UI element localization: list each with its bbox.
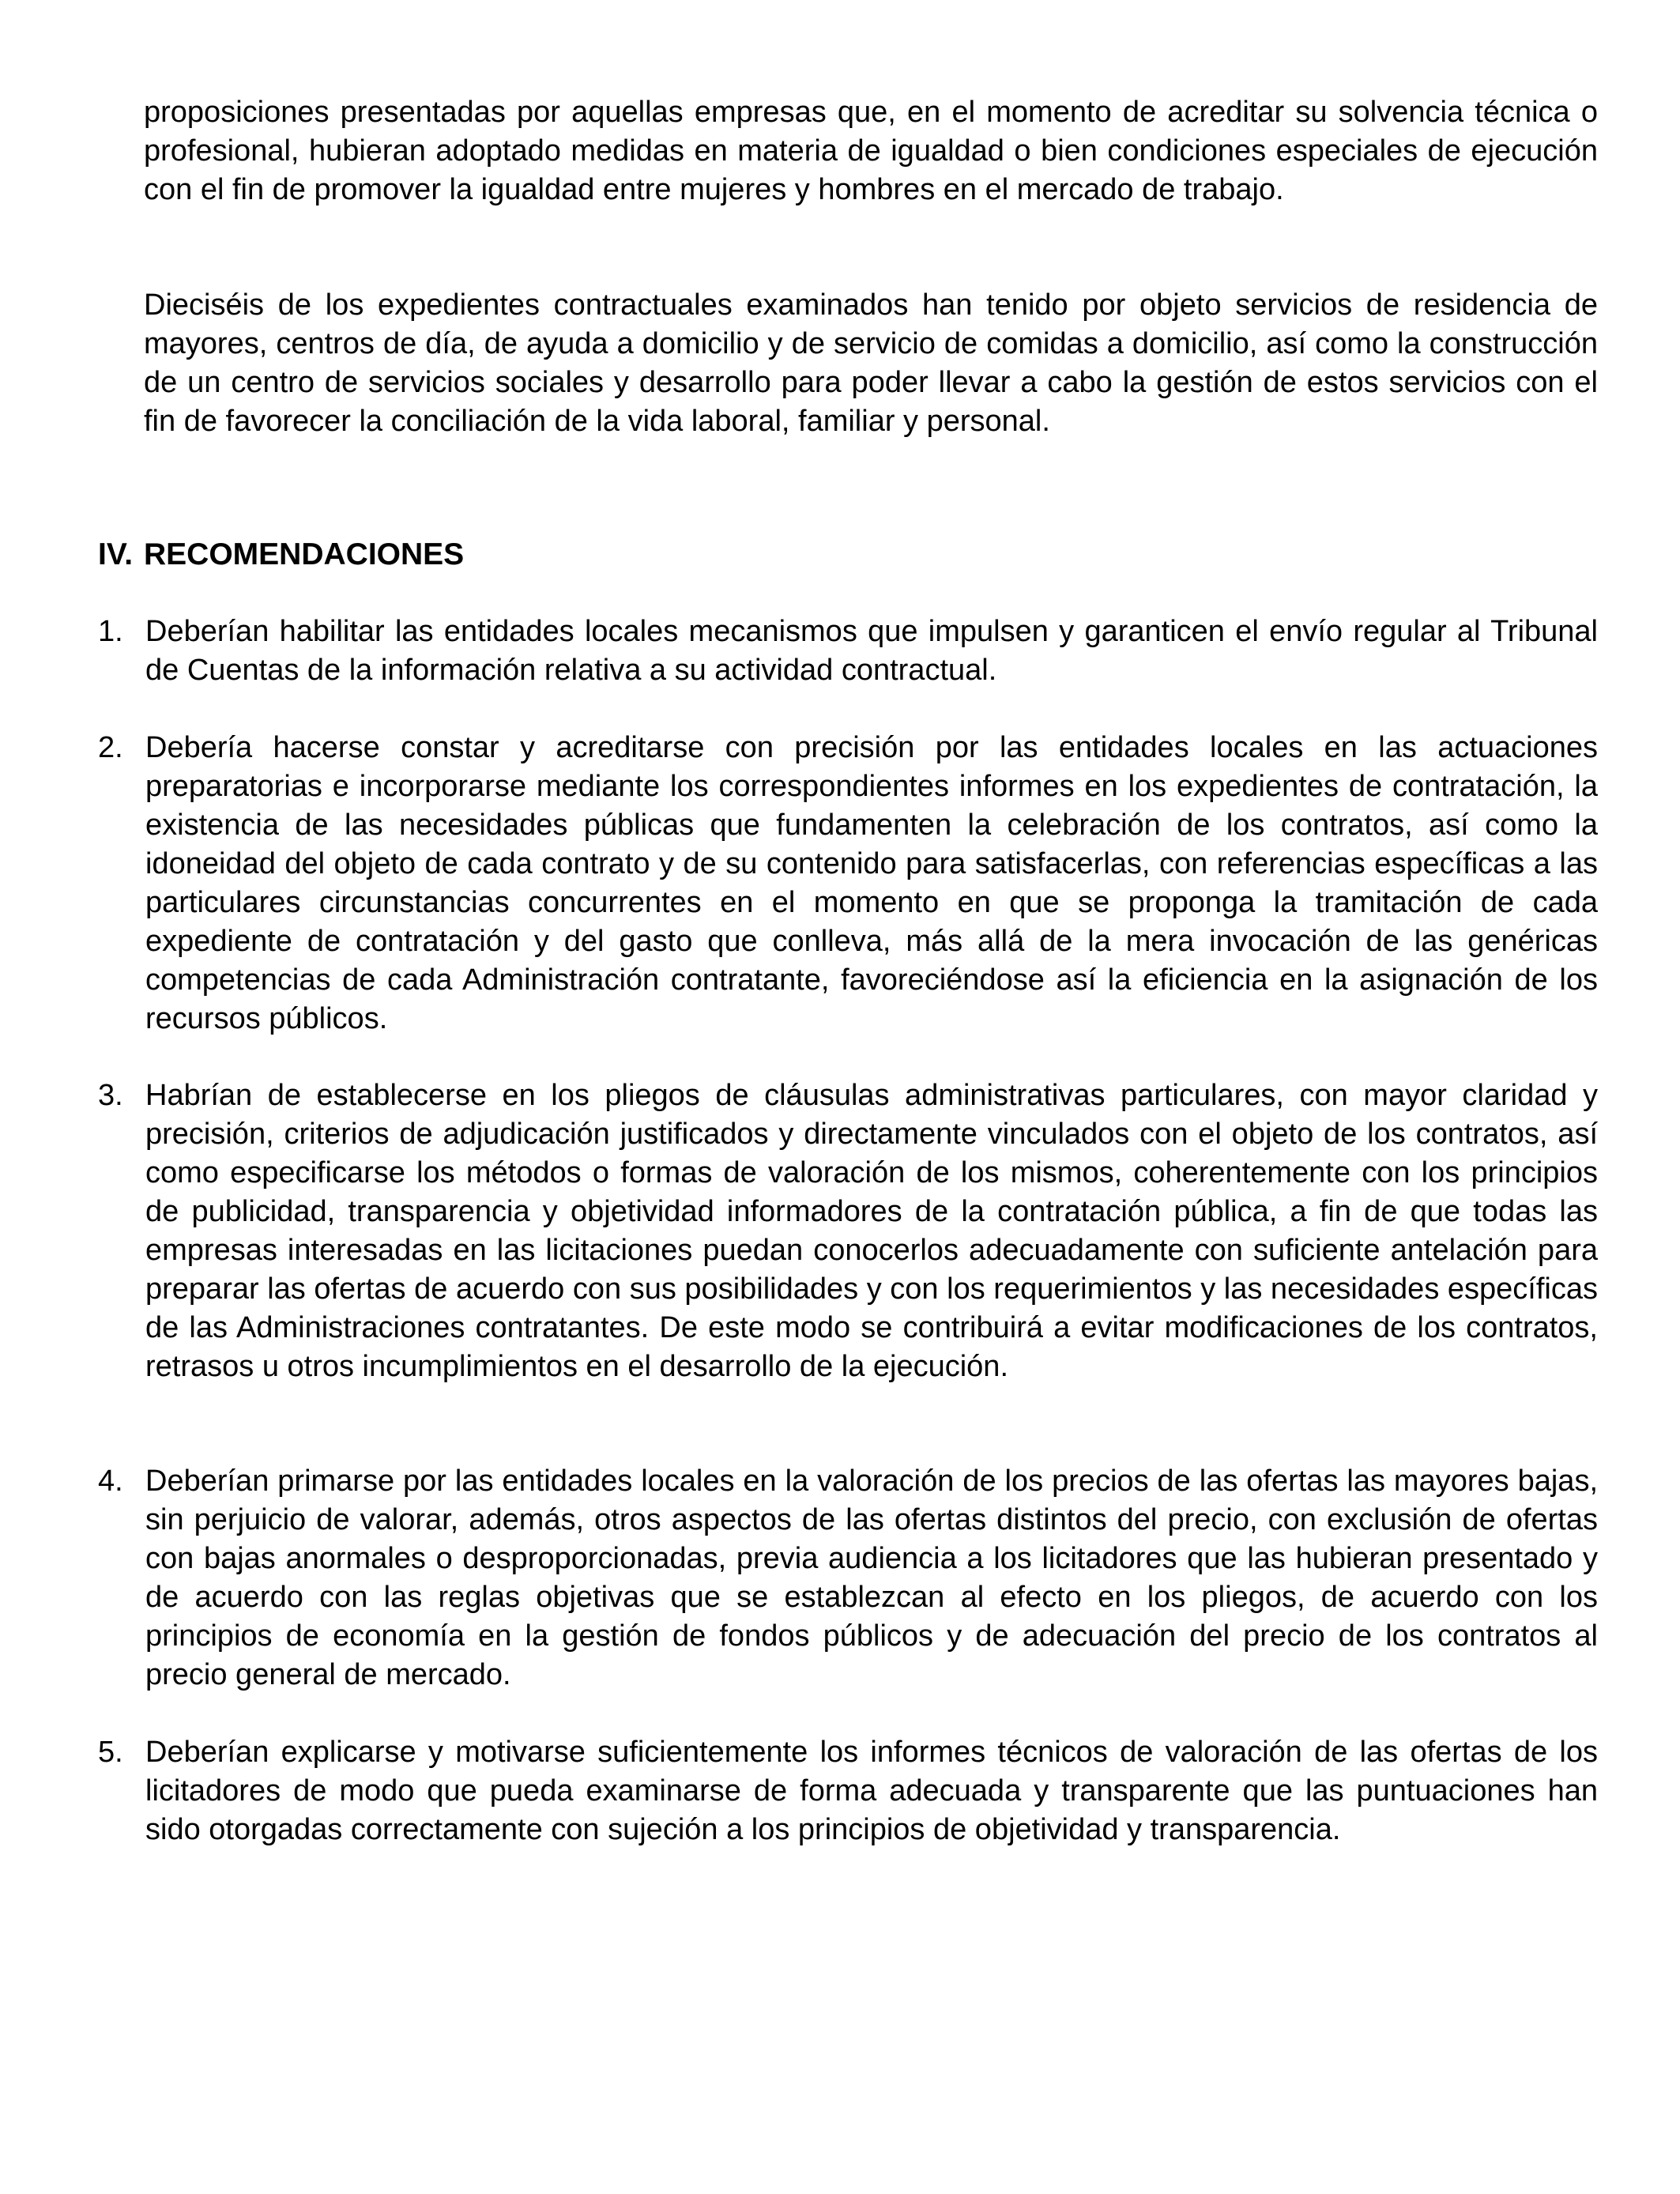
- recommendation-text: Deberían primarse por las entidades locales en la valoración de los precios de las ofertas las mayores bajas, sin perjuicio de valorar, además, otros aspectos de las ofertas distintos del precio, con exclusión de ofertas con bajas anormales o desproporcionadas, previa audiencia a los licitadores que las hubieran presentado y de acuerdo con las reglas objetivas que se establezcan al efecto en los pliegos, de acuerdo con los principios de economía en la gestión de fondos públicos y de adecuación del precio de los contratos al precio general de mercado.: [145, 1465, 1598, 1691]
- recommendation-item-3: [98, 1076, 1598, 1386]
- recommendation-text: Deberían habilitar las entidades locales mecanismos que impulsen y garanticen el envío regular al Tribunal de Cuentas de la información relativa a su actividad contractual.: [145, 615, 1598, 687]
- recommendation-text: Debería hacerse constar y acreditarse con precisión por las entidades locales en las actuaciones preparatorias e incorporarse mediante los correspondientes informes en los expedientes de contratación, la existencia de las necesidades públicas que fundamenten la celebración de los contratos, así como la idoneidad del objeto de cada contrato y de su contenido para satisfacerlas, con referencias específicas a las particulares circunstancias concurrentes en el momento en que se proponga la tramitación de cada expediente de contratación y del gasto que conlleva, más allá de la mera invocación de las genéricas competencias de cada Administración contratante, favoreciéndose así la eficiencia en la asignación de los recursos públicos.: [145, 731, 1598, 1035]
- section-heading: [98, 535, 464, 574]
- recommendation-number: 5.: [98, 1736, 123, 1769]
- recommendation-item-1: [98, 613, 1598, 690]
- recommendation-number: 1.: [98, 615, 123, 648]
- recommendation-text: Deberían explicarse y motivarse suficientemente los informes técnicos de valoración de las ofertas de los licitadores de modo que pueda examinarse de forma adecuada y transparente que las puntuaciones han sido otorgadas correctamente con sujeción a los principios de objetividad y transparencia.: [145, 1736, 1598, 1846]
- recommendation-item-2: [98, 729, 1598, 1039]
- recommendation-item-4: [98, 1462, 1598, 1695]
- recommendation-number: 2.: [98, 731, 123, 764]
- section-title: RECOMENDACIONES: [144, 537, 465, 571]
- recommendation-text: Habrían de establecerse en los pliegos de cláusulas administrativas particulares, con mayor claridad y precisión, criterios de adjudicación justificados y directamente vinculados con el objeto de los contratos, así como especificarse los métodos o formas de valoración de los mismos, coherentemente con los principios de publicidad, transparencia y objetividad informadores de la contratación pública, a fin de que todas las empresas interesadas en las licitaciones puedan conocerlos adecuadamente con suficiente antelación para preparar las ofertas de acuerdo con sus posibilidades y con los requerimientos y las necesidades específicas de las Administraciones contratantes. De este modo se contribuirá a evitar modificaciones de los contratos, retrasos u otros incumplimientos en el desarrollo de la ejecución.: [145, 1079, 1598, 1383]
- section-number: IV.: [98, 537, 134, 571]
- recommendation-item-5: [98, 1733, 1598, 1849]
- recommendation-number: 4.: [98, 1465, 123, 1498]
- recommendation-number: 3.: [98, 1079, 123, 1112]
- paragraph-expedientes: Dieciséis de los expedientes contractuales examinados han tenido por objeto servicios de residencia de mayores, centros de día, de ayuda a domicilio y de servicio de comidas a domicilio, así como la construcción de un centro de servicios sociales y desarrollo para poder llevar a cabo la gestión de estos servicios con el fin de favorecer la conciliación de la vida laboral, familiar y personal.: [144, 288, 1598, 438]
- paragraph-igualdad: proposiciones presentadas por aquellas empresas que, en el momento de acreditar su solvencia técnica o profesional, hubieran adoptado medidas en materia de igualdad o bien condiciones especiales de ejecución con el fin de promover la igualdad entre mujeres y hombres en el mercado de trabajo.: [144, 96, 1598, 206]
